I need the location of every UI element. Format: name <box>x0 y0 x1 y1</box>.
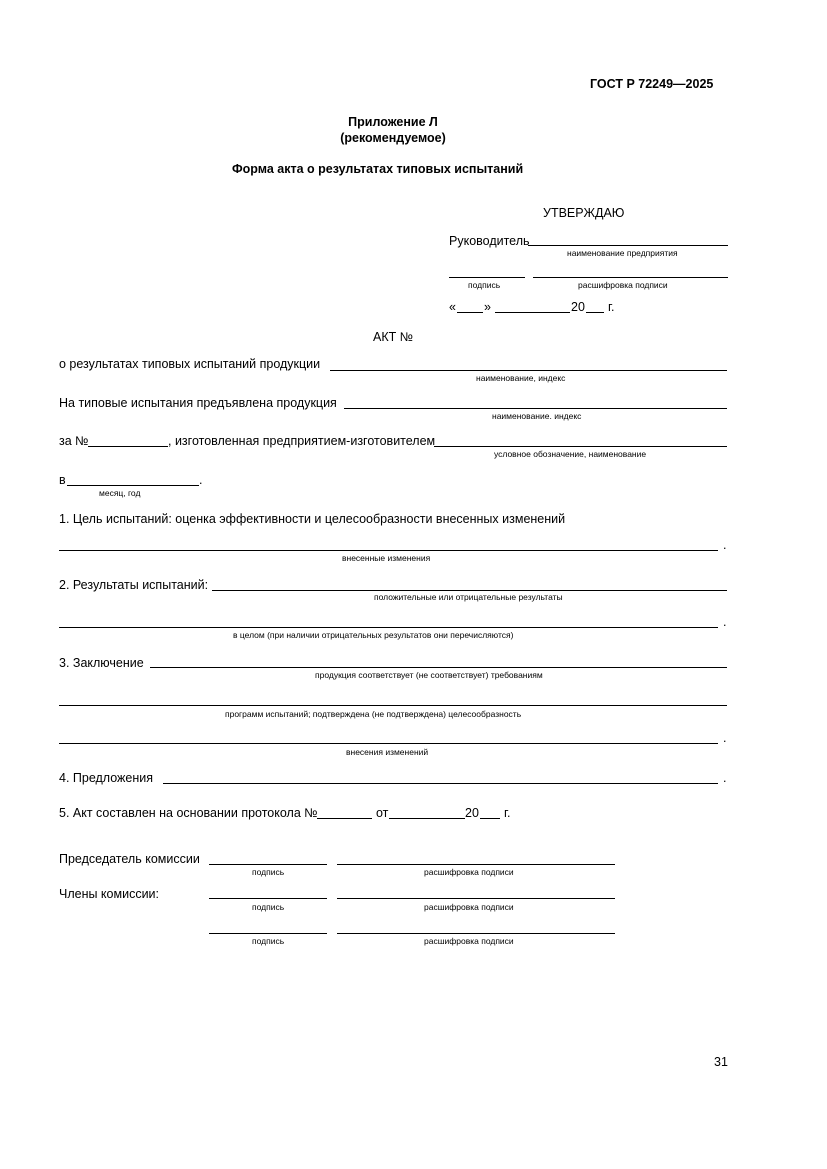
member-1-decode-line[interactable] <box>337 898 615 899</box>
section-2-caption-2: в целом (при наличии отрицательных результатов они перечисляются) <box>233 630 514 640</box>
approval-decode-line[interactable] <box>533 277 728 278</box>
submitted-label: На типовые испытания предъявлена продукция <box>59 396 337 410</box>
chairman-sign-line[interactable] <box>209 864 327 865</box>
section-1-caption: внесенные изменения <box>342 553 431 563</box>
submitted-line[interactable] <box>344 408 727 409</box>
date-year-suffix: г. <box>608 300 615 314</box>
protocol-from-label: от <box>376 806 389 820</box>
page-number: 31 <box>714 1055 728 1069</box>
approve-label: УТВЕРЖДАЮ <box>543 206 625 220</box>
member-2-decode-line[interactable] <box>337 933 615 934</box>
date-day-line[interactable] <box>457 312 483 313</box>
manufacturer-line[interactable] <box>434 446 727 447</box>
appendix-title: Приложение Л <box>348 115 438 129</box>
member-1-sign-caption: подпись <box>252 902 285 912</box>
section-3-label: 3. Заключение <box>59 656 144 670</box>
protocol-year-line[interactable] <box>480 818 500 819</box>
section-2-line-2[interactable] <box>59 627 718 628</box>
section-4-label: 4. Предложения <box>59 771 154 785</box>
member-2-sign-caption: подпись <box>252 936 285 946</box>
protocol-year-suffix: г. <box>504 806 511 820</box>
submitted-caption: наименование. индекс <box>492 411 582 421</box>
section-3-caption-3: внесения изменений <box>346 747 429 757</box>
form-title: Форма акта о результатах типовых испытаний <box>232 162 524 176</box>
protocol-year-prefix: 20 <box>465 806 479 820</box>
approval-decode-caption: расшифровка подписи <box>578 280 668 290</box>
protocol-number-line[interactable] <box>317 818 372 819</box>
month-dot: . <box>199 473 203 487</box>
manufacturer-caption: условное обозначение, наименование <box>494 449 647 459</box>
section-2-end-dot: . <box>723 615 727 629</box>
appendix-subtitle: (рекомендуемое) <box>340 131 446 145</box>
section-4-end-dot: . <box>723 771 727 785</box>
section-5-label: 5. Акт составлен на основании протокола № <box>59 806 318 820</box>
date-year-prefix: 20 <box>571 300 585 314</box>
section-3-caption-2: программ испытаний; подтверждена (не подтверждена) целесообразность <box>225 709 522 719</box>
for-number-label: за № <box>59 434 89 448</box>
chairman-decode-caption: расшифровка подписи <box>424 867 514 877</box>
section-3-line-3[interactable] <box>59 743 718 744</box>
for-number-line[interactable] <box>88 446 168 447</box>
in-label: в <box>59 473 66 487</box>
protocol-date-line[interactable] <box>389 818 465 819</box>
head-label: Руководитель <box>449 234 530 248</box>
date-open-quote: « <box>449 300 456 314</box>
act-title: АКТ № <box>373 330 414 344</box>
org-caption: наименование предприятия <box>567 248 678 258</box>
section-3-line-2[interactable] <box>59 705 727 706</box>
section-1-end-dot: . <box>723 538 727 552</box>
section-2-line[interactable] <box>212 590 727 591</box>
manufactured-label: , изготовленная предприятием-изготовителем <box>168 434 436 448</box>
month-caption: месяц, год <box>99 488 141 498</box>
date-year-line[interactable] <box>586 312 604 313</box>
date-close-quote: » <box>484 300 491 314</box>
chairman-decode-line[interactable] <box>337 864 615 865</box>
section-3-line[interactable] <box>150 667 727 668</box>
member-1-decode-caption: расшифровка подписи <box>424 902 514 912</box>
section-2-caption: положительные или отрицательные результаты <box>374 592 563 602</box>
member-1-sign-line[interactable] <box>209 898 327 899</box>
standard-number: ГОСТ Р 72249—2025 <box>590 77 714 91</box>
member-2-decode-caption: расшифровка подписи <box>424 936 514 946</box>
products-line[interactable] <box>330 370 727 371</box>
section-4-line[interactable] <box>163 783 718 784</box>
section-1-label: 1. Цель испытаний: оценка эффективности и целесообразности внесенных изменений <box>59 512 566 526</box>
section-2-label: 2. Результаты испытаний: <box>59 578 209 592</box>
section-3-caption: продукция соответствует (не соответствует) требованиям <box>315 670 543 680</box>
member-2-sign-line[interactable] <box>209 933 327 934</box>
month-line[interactable] <box>67 485 199 486</box>
chairman-label: Председатель комиссии <box>59 852 200 866</box>
members-label: Члены комиссии: <box>59 887 160 901</box>
approval-sign-caption: подпись <box>468 280 501 290</box>
approval-sign-line[interactable] <box>449 277 525 278</box>
date-month-line[interactable] <box>495 312 570 313</box>
chairman-sign-caption: подпись <box>252 867 285 877</box>
products-caption: наименование, индекс <box>476 373 566 383</box>
section-1-line[interactable] <box>59 550 718 551</box>
org-line[interactable] <box>528 245 728 246</box>
products-label: о результатах типовых испытаний продукции <box>59 357 321 371</box>
section-3-end-dot: . <box>723 731 727 745</box>
